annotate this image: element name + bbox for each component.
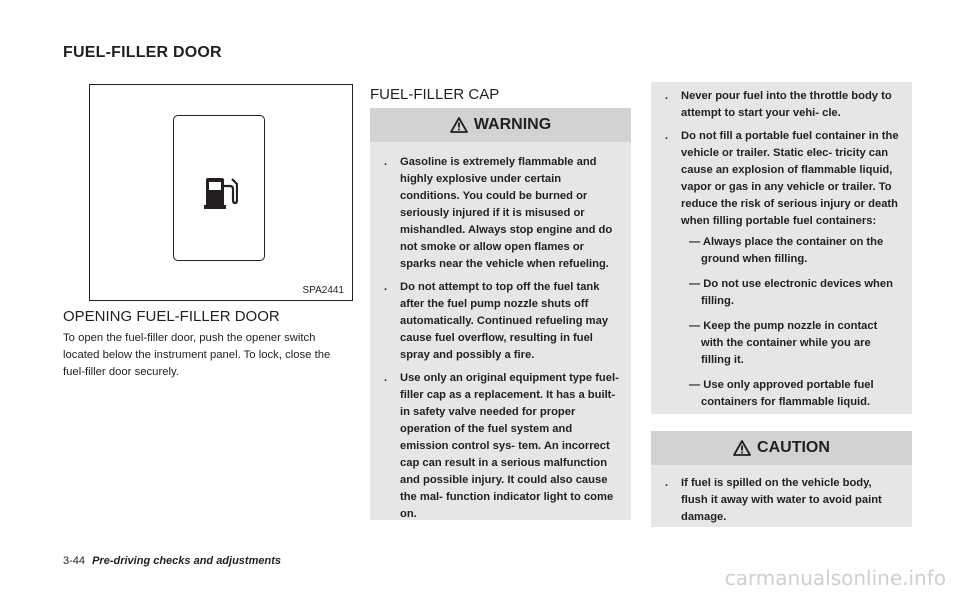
caution-box (651, 431, 912, 527)
sub-list-item: — Use only approved portable fuel containers for flammable liquid. (689, 379, 874, 408)
caution-title: CAUTION (757, 439, 830, 456)
warning-title: WARNING (473, 116, 552, 133)
section-title: FUEL-FILLER DOOR (63, 44, 222, 61)
fuel-pump-icon (204, 174, 238, 210)
warning-triangle-icon (450, 117, 468, 133)
sub-list-item: — Do not use electronic devices when filling. (689, 278, 893, 307)
list-item: . Gasoline is extremely flammable and highly explosive under certain conditions. You could be burned or seriously injured if it is misused or mishandled. Always stop engine and do not smoke or allow open flames or sparks near the vehicle when refueling. (384, 156, 613, 270)
opening-heading: OPENING FUEL-FILLER DOOR (63, 308, 280, 325)
warning-continued-box (651, 82, 912, 414)
list-item: . Do not attempt to top off the fuel tank after the fuel pump nozzle shuts off automatically. Continued refueling may cause fuel overflow, resulting in fuel spray and possibly a fire. (384, 281, 609, 361)
fuel-door-figure (89, 84, 353, 301)
list-item: . Do not fill a portable fuel container in the vehicle or trailer. Static elec- tricity can cause an explosion of flammable liquid, vapor or gas in any vehicle or trailer. To reduce the risk of serious injury or death when filling portable fuel containers: — Always place the container on the ground when filling. — Do not use electronic devices when filling. — Keep the pump nozzle in contact with the container while you are filling it. — Use only approved portable fuel containers for flammable liquid. (663, 128, 900, 411)
list-item: . If fuel is spilled on the vehicle body, flush it away with water to avoid paint damage. (665, 477, 882, 523)
sub-list-item: — Keep the pump nozzle in contact with the container while you are filling it. (689, 320, 878, 366)
warning-box (370, 108, 631, 520)
cap-heading: FUEL-FILLER CAP (370, 86, 500, 103)
page-number: 3-44 (63, 555, 86, 567)
warning-list (370, 142, 631, 523)
page-footer (63, 555, 281, 567)
sub-list (681, 234, 900, 411)
caution-list (651, 465, 912, 526)
warning-continued-list (651, 82, 912, 411)
list-item: . Use only an original equipment type fuel-filler cap as a replacement. It has a built-in safety valve needed for proper operation of the fuel system and emission control sys- tem. An incorrect cap can result in a serious malfunction and possible injury. It could also cause the mal- function indicator light to come on. (384, 372, 619, 520)
fuel-door-illustration (173, 115, 265, 261)
caution-header (651, 431, 912, 465)
opening-body: To open the fuel-filler door, push the opener switch located below the instrument panel. To lock, close the fuel-filler door securely. (63, 332, 331, 378)
warning-triangle-icon (733, 440, 751, 456)
warning-header (370, 108, 631, 142)
list-item: . Never pour fuel into the throttle body to attempt to start your vehi- cle. (665, 90, 892, 119)
figure-caption: SPA2441 (302, 285, 344, 296)
sub-list-item: — Always place the container on the ground when filling. (689, 236, 884, 265)
watermark: carmanualsonline.info (724, 566, 946, 590)
chapter-title: Pre-driving checks and adjustments (92, 555, 281, 567)
